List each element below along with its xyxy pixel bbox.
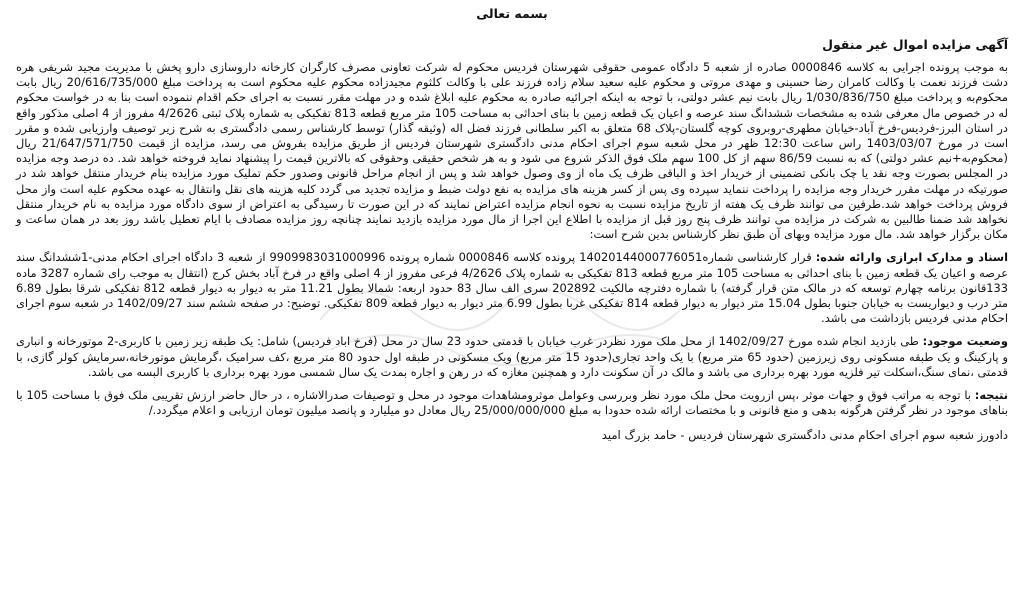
result-label: نتیجه: — [974, 388, 1009, 403]
documents-section-label: اسناد و مدارک ابرازی وارائه شده: — [815, 250, 1009, 265]
signature-line: دادورز شعبه سوم اجرای احکام مدنی دادگستری شهرستان فردیس - حامد بزرگ امید — [601, 428, 1008, 443]
documents-section-text: قرار کارشناسی شماره14020144000776051 پرونده کلاسه 0000846 شماره پرونده 9909983031000996 از شعبه 3 دادگاه اجرای احکام مدنی-1ششدانگ سند عرصه و اعیان یک قطعه زمین با بنای احداثی به مساحت 105 متر مربع قطعه 813 تفکیکی به شماره پلاک 4/2626 فرعی مفروز از 4 اصلی واقع در فرخ آباد بخش کرج (انتقال به موجب رای شماره 3287 ماده 133قانون برنامه چهارم توسعه که در مالک متن قرار گرفته) با شماره دفترچه مالکیت 202892 سری الف سال 83 حدود اربعه: شمالا بطول 11.21 متر به دیوار به دیوار قطعه 812 تفکیکی شرقا بطول 6.89 متر درب و دیواریست به خیابان جنوبا بطول 15.04 متر دیوار به دیوار قطعه 814 تفکیکی غربا بطول 6.99 متر دیوار به دیوار قطعه 809 تفکیکی. توضیح: در صفحه ششم سند 1402/09/27 در شعبه سوم اجرای احکام مدنی فردیس بازداشت می باشد. — [16, 250, 1009, 326]
current-status-text: طی بازدید انجام شده مورخ 1402/09/27 از محل ملک مورد نظردر غرب خیابان با قدمتی حدود 23 سال در محل (فرخ اباد فردیس) شامل: یک طبقه زیر زمین با کاربری-2 موتورخانه و انباری و پارکینگ و یک طبقه مسکونی روی زیرزمین (حدود 65 متر مربع) با یک واحد تجاری(حدود 15 متر مربع) ویک مسکونی در طبقه اول حدود 80 متر مربع ،کف سرامیک ،گرمایش موتورخانه،سرمایش کولر گازی، با قدمتی ،نمای سنگ،اسکلت تیر فلزیه مورد بهره برداری می باشد و مالک در آن سکونت دارد و همچنین مغازه که در رهن و اجاره بمدت یک سال شمسی مورد بهره برداری با کاربری البسه می باشد. — [16, 334, 1008, 379]
intro-paragraph: به موجب پرونده اجرایی به کلاسه 0000846 صادره از شعبه 5 دادگاه عمومی حقوقی شهرستان فردیس محکوم له شرکت تعاونی مصرف کارگران کارخانه داروسازی دارو پخش با مدیریت مجید شریفی هره دشت فرزند نعمت با وکالت کامران رضا حسینی و مهدی مروتی و محکوم علیه سعید سلام زاده فرزند علی با وکالت کلثوم مجیدزاده محکوم علیه محکوم است به پرداخت مبلغ 20/616/735/000 ریال بابت محکوم‌به و پرداخت مبلغ 1/030/836/750 ریال بابت نیم عشر دولتی، با توجه به اینکه اجرائیه صادره به محکوم علیه ابلاغ شده و در مهلت مقرر نسبت به اجرای حکم اقدام ننموده است بنا به در خواست محکوم له در خصوص مال معرفی شده به مشخصات ششدانگ سند عرصه و اعیان یک قطعه زمین با بنای احداثی به مساحت 105 متر مربع قطعه 813 تفکیکی به شماره پلاک ثبتی 4/2626 مفروز از 4 اصلی مذکور واقع در استان البرز-فردیس-فرخ آباد-خیابان مطهری-روبروی کوچه گلستان-پلاک 68 متعلق به اکبر سلطانی فرزند فضل اله (وثیقه گذار) توسط کارشناس رسمی دادگستری به شرح زیر توصیف وارزیابی شده و مقرر است در مورخ 1403/03/07 راس ساعت 12:30 ظهر در محل شعبه سوم اجرای احکام مدنی دادگستری شهرستان فردیس از طریق مزایده بفروش می رسد، مزایده از قیمت 21/647/571/750 ریال (محکوم‌به+نیم عشر دولتی) که به نسبت 86/59 سهم از کل 100 سهم ملک فوق الذکر شروع می شود و به هر شخص حقیقی وحقوقی که بالاترین قیمت را پیشنهاد نماید فروخته خواهد شد. ده درصد وجه مزایده در المجلس بصورت وجه نقد یا چک بانکی تضمینی از خریدار اخذ و الباقی ظرف یک ماه از وی وصول خواهد شد و پس از انجام مراحل قانونی وصدور حکم تملیک مورد مزایده بنام خریدار منتقل خواهد شد در صورتیکه در مهلت مقرر خریدار وجه مزایده را پرداخت ننماید سپرده وی پس از کسر هزینه های مزایده به نفع دولت ضبط و مزایده تجدید می گردد کلیه هزینه های نقل وانتقال به عهده محکوم علیه است واز محل فروش پرداخت خواهد شد.طرفین می توانند ظرف یک هفته از تاریخ مزایده نسبت به نحوه انجام مزایده اعتراض نمایند که در این صورت تا رسیدگی به اعتراض از سوی دادگاه مورد مزایده به نام خریدار منتقل نخواهد شد ضمنا طالبین به شرکت در مزایده می توانند ظرف پنج روز قبل از مزایده با اطلاع این اجرا از مال مورد مزایده بازدید نمایند چنانچه روز مزایده مصادف با ایام تعطیل باشد روز بعد در همان ساعت و مکان برگزار خواهد شد. مال مورد مزایده وبهای آن طبق نظر کارشناس بدین شرح است: — [16, 60, 1009, 242]
documents-section — [16, 250, 1008, 326]
result-text: با توجه به مراتب فوق و جهات موثر ،پس ازرویت محل ملک مورد نظر وبررسی وعوامل موثرومشاهدات موجود در محل و توصیفات صدرالاشاره ، در حال حاضر ارزش تقریبی ملک فوق با مساحت 105 با بناهای موجود در نظر گرفتن هرگونه بدهی و منع قانونی و با مختصات ارائه شده حدودا به مبلغ 25/000/000/000 ریال معادل دو میلیارد و پانصد میلیون تومان ارزیابی و اعلام میگردد./ — [16, 388, 1008, 418]
result-section — [16, 388, 1008, 418]
document-heading: بسمه تعالی — [476, 6, 548, 21]
notice-document — [16, 4, 1008, 592]
notice-title: آگهی مزایده اموال غیر منقول — [822, 37, 1008, 52]
current-status-section — [16, 334, 1008, 380]
current-status-label: وضعیت موجود: — [922, 334, 1009, 349]
